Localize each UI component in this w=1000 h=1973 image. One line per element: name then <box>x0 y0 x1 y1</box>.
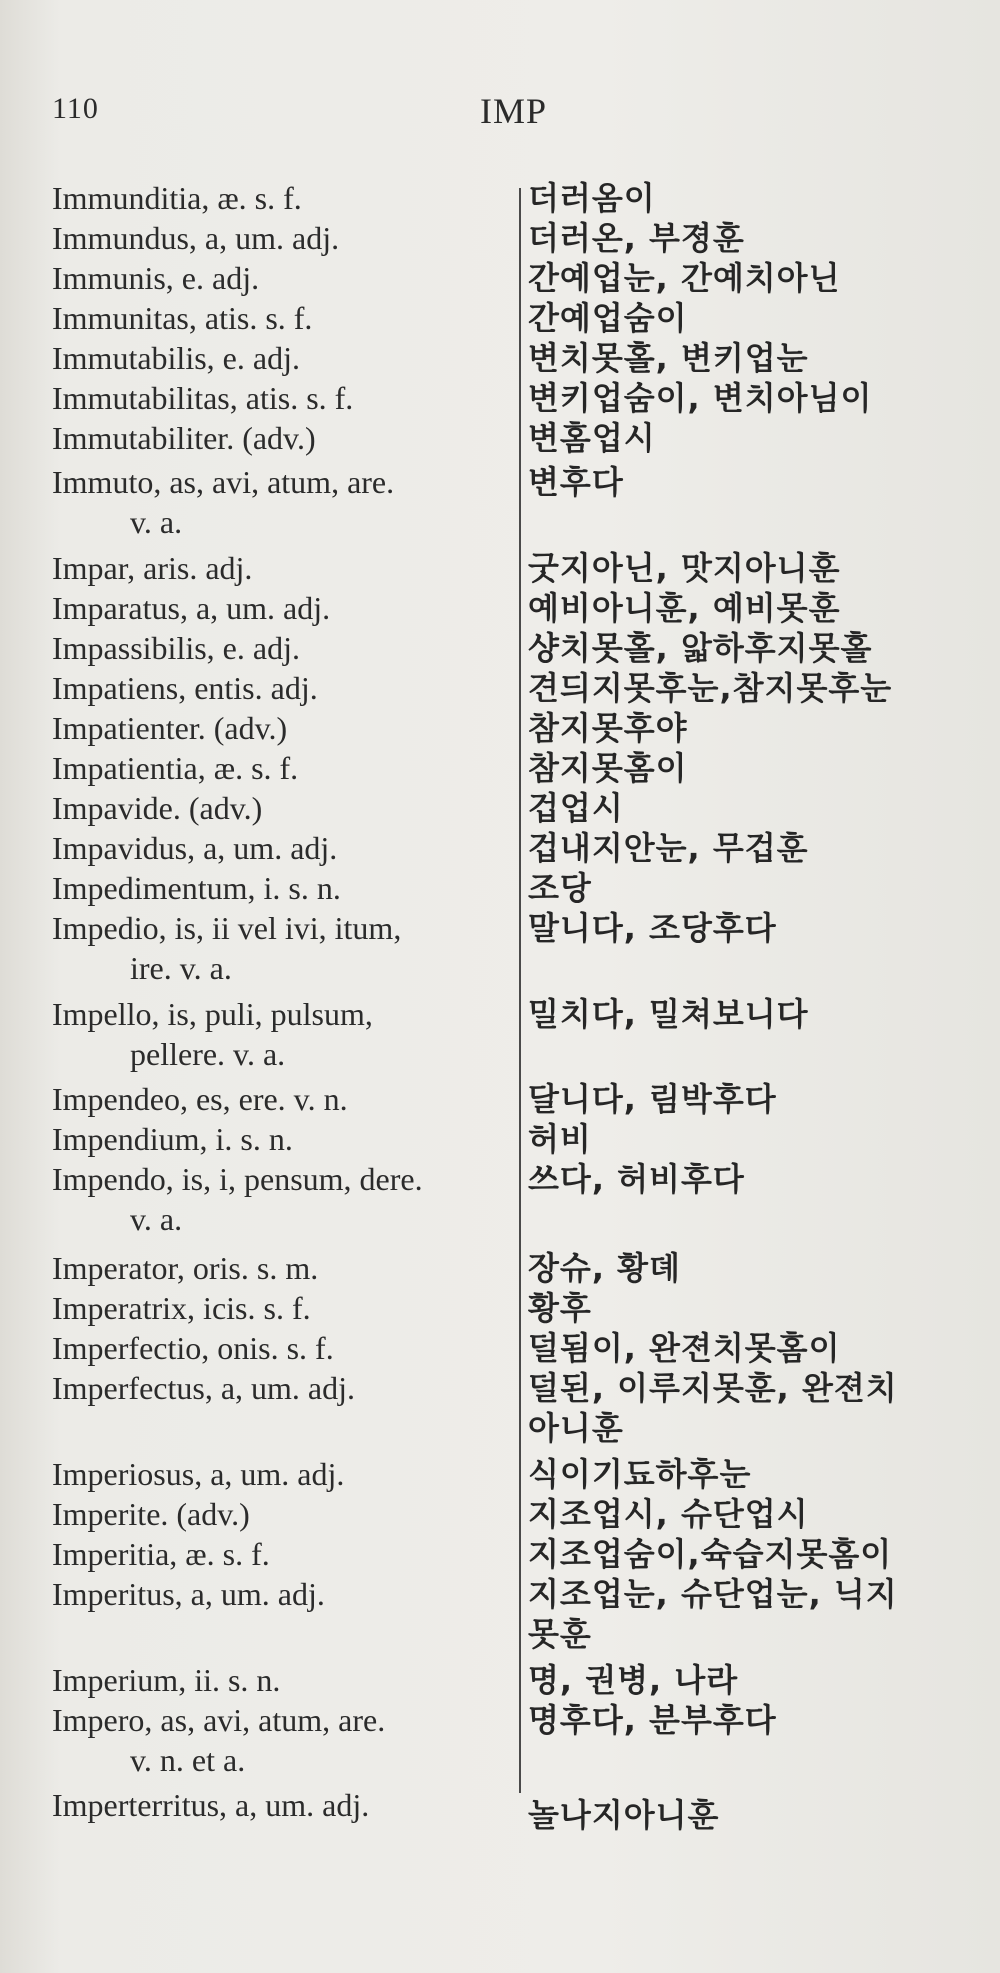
latin-headword-line: Impavide. (adv.) <box>52 790 263 826</box>
latin-headword-line: Impello, is, puli, pulsum, <box>52 996 373 1032</box>
latin-headword <box>52 1454 512 1494</box>
latin-headword-line: Impatienter. (adv.) <box>52 710 288 746</box>
korean-gloss-line: 덜됨이, 완젼치못홈이 <box>528 1329 841 1367</box>
korean-gloss <box>528 378 988 418</box>
korean-gloss <box>528 1660 988 1700</box>
latin-headword <box>52 1700 512 1780</box>
latin-headword <box>52 178 512 218</box>
korean-gloss-line: 변후다 <box>528 463 624 501</box>
korean-gloss-line: 겁업시 <box>528 789 624 827</box>
korean-gloss <box>528 1368 988 1448</box>
latin-headword-line: Imperitia, æ. s. f. <box>52 1536 270 1572</box>
latin-headword-line: Impero, as, avi, atum, are. <box>52 1702 386 1738</box>
latin-headword-line: Impendeo, es, ere. v. n. <box>52 1081 348 1117</box>
latin-headword <box>52 1079 512 1119</box>
latin-headword <box>52 1159 512 1239</box>
korean-gloss-line: 식이기됴하후눈 <box>528 1455 752 1493</box>
korean-gloss-line: 말니다, 조당후다 <box>528 909 777 947</box>
korean-gloss-line: 쓰다, 허비후다 <box>528 1160 745 1198</box>
korean-gloss-line: 굿지아닌, 맛지아니훈 <box>528 549 841 587</box>
latin-headword <box>52 1119 512 1159</box>
latin-headword <box>52 1574 512 1614</box>
korean-gloss <box>528 218 988 258</box>
latin-headword-line: Imperatrix, icis. s. f. <box>52 1290 311 1326</box>
korean-gloss <box>528 418 988 458</box>
korean-gloss-line: 더러옴이 <box>528 179 656 217</box>
korean-gloss-line: 변홈업시 <box>528 419 656 457</box>
latin-headword-line: Imperfectio, onis. s. f. <box>52 1330 334 1366</box>
latin-headword-line: Impatientia, æ. s. f. <box>52 750 299 786</box>
korean-gloss <box>528 628 988 668</box>
latin-headword-line: Imperator, oris. s. m. <box>52 1250 319 1286</box>
korean-gloss-line: 명후다, 분부후다 <box>528 1701 777 1739</box>
latin-headword-line: Immunis, e. adj. <box>52 260 260 296</box>
korean-gloss-line: 밀치다, 밀쳐보니다 <box>528 995 809 1033</box>
korean-gloss-line: 달니다, 림박후다 <box>528 1080 777 1118</box>
korean-gloss-line: 덜된, 이루지못훈, 완젼치 <box>528 1369 898 1407</box>
latin-headword-line: Imperterritus, a, um. adj. <box>52 1787 370 1823</box>
korean-gloss-line: 조당 <box>528 869 592 907</box>
latin-headword <box>52 788 512 828</box>
latin-headword-line: Immuto, as, avi, atum, are. <box>52 464 395 500</box>
korean-gloss <box>528 1795 988 1835</box>
korean-gloss <box>528 1119 988 1159</box>
latin-headword-line: Immutabiliter. (adv.) <box>52 420 316 456</box>
latin-headword <box>52 1328 512 1368</box>
latin-headword <box>52 868 512 908</box>
korean-gloss-line: 변치못홀, 변키업눈 <box>528 339 809 377</box>
korean-gloss <box>528 588 988 628</box>
latin-headword-line: Impedimentum, i. s. n. <box>52 870 341 906</box>
korean-gloss-line: 명, 권병, 나라 <box>528 1661 739 1699</box>
latin-headword-continuation: pellere. v. a. <box>130 1036 286 1072</box>
page-number: 110 <box>52 92 99 125</box>
latin-headword <box>52 418 512 458</box>
latin-headword-continuation: ire. v. a. <box>130 950 232 986</box>
latin-headword <box>52 258 512 298</box>
korean-gloss-line: 장슈, 황뎨 <box>528 1249 681 1287</box>
latin-headword <box>52 462 512 542</box>
latin-headword-line: Immutabilis, e. adj. <box>52 340 300 376</box>
latin-headword-continuation: v. a. <box>130 504 183 540</box>
korean-gloss <box>528 994 988 1034</box>
korean-gloss-line: 더러온, 부졍훈 <box>528 219 745 257</box>
latin-headword <box>52 1494 512 1534</box>
korean-gloss <box>528 788 988 828</box>
korean-gloss-line: 허비 <box>528 1120 592 1158</box>
latin-headword <box>52 748 512 788</box>
korean-gloss-line: 겁내지안눈, 무겁훈 <box>528 829 809 867</box>
latin-headword-line: Imperitus, a, um. adj. <box>52 1576 325 1612</box>
latin-headword <box>52 668 512 708</box>
korean-gloss-line: 간예업눈, 간예치아닌 <box>528 259 841 297</box>
korean-gloss-line: 변키업숨이, 변치아님이 <box>528 379 873 417</box>
latin-headword-line: Imperium, ii. s. n. <box>52 1662 281 1698</box>
korean-gloss <box>528 1248 988 1288</box>
korean-gloss-line: 놀나지아니훈 <box>528 1796 720 1834</box>
latin-headword-line: Impar, aris. adj. <box>52 550 253 586</box>
korean-gloss <box>528 1454 988 1494</box>
korean-gloss <box>528 258 988 298</box>
korean-gloss <box>528 1494 988 1534</box>
korean-gloss-continuation: 못훈 <box>528 1615 592 1653</box>
latin-headword <box>52 994 512 1074</box>
latin-headword-line: Immundus, a, um. adj. <box>52 220 340 256</box>
korean-gloss <box>528 1328 988 1368</box>
latin-headword <box>52 1368 512 1408</box>
korean-gloss <box>528 462 988 502</box>
latin-headword <box>52 338 512 378</box>
latin-headword <box>52 828 512 868</box>
korean-gloss-line: 지조업숨이,슉습지못홈이 <box>528 1535 893 1573</box>
korean-gloss <box>528 908 988 948</box>
latin-headword <box>52 1248 512 1288</box>
latin-headword <box>52 298 512 338</box>
latin-headword-line: Impavidus, a, um. adj. <box>52 830 338 866</box>
korean-gloss-line: 샹치못홀, 앏하후지못홀 <box>528 629 873 667</box>
korean-gloss-line: 지조업눈, 슈단업눈, 닉지 <box>528 1575 898 1613</box>
latin-headword <box>52 908 512 988</box>
korean-gloss <box>528 1574 988 1654</box>
korean-gloss-line: 참지못후야 <box>528 709 688 747</box>
latin-headword-line: Imperiosus, a, um. adj. <box>52 1456 345 1492</box>
korean-gloss <box>528 178 988 218</box>
korean-gloss-line: 참지못홈이 <box>528 749 688 787</box>
latin-headword <box>52 548 512 588</box>
latin-headword <box>52 1534 512 1574</box>
latin-headword <box>52 218 512 258</box>
korean-gloss <box>528 1700 988 1740</box>
korean-gloss-line: 예비아니훈, 예비못훈 <box>528 589 841 627</box>
latin-headword-continuation: v. a. <box>130 1201 183 1237</box>
korean-gloss <box>528 1288 988 1328</box>
korean-gloss <box>528 1159 988 1199</box>
latin-headword-line: Impassibilis, e. adj. <box>52 630 300 666</box>
korean-gloss-continuation: 아니훈 <box>528 1409 624 1447</box>
korean-gloss-line: 견듸지못후눈,참지못후눈 <box>528 669 893 707</box>
latin-headword-line: Impedio, is, ii vel ivi, itum, <box>52 910 402 946</box>
latin-headword-line: Imperfectus, a, um. adj. <box>52 1370 355 1406</box>
latin-headword-line: Immunditia, æ. s. f. <box>52 180 302 216</box>
latin-headword <box>52 708 512 748</box>
latin-headword-line: Impatiens, entis. adj. <box>52 670 318 706</box>
latin-headword-line: Imparatus, a, um. adj. <box>52 590 331 626</box>
latin-headword-line: Impendo, is, i, pensum, dere. <box>52 1161 423 1197</box>
latin-headword <box>52 628 512 668</box>
korean-gloss <box>528 548 988 588</box>
latin-headword <box>52 378 512 418</box>
running-head: IMP <box>480 91 548 131</box>
korean-gloss <box>528 748 988 788</box>
korean-gloss <box>528 708 988 748</box>
latin-headword <box>52 588 512 628</box>
latin-headword-line: Immunitas, atis. s. f. <box>52 300 313 336</box>
korean-gloss-line: 지조업시, 슈단업시 <box>528 1495 809 1533</box>
latin-headword-line: Impendium, i. s. n. <box>52 1121 293 1157</box>
korean-gloss <box>528 338 988 378</box>
korean-gloss-line: 황후 <box>528 1289 592 1327</box>
korean-gloss <box>528 1079 988 1119</box>
latin-headword <box>52 1785 512 1825</box>
korean-gloss <box>528 668 988 708</box>
korean-gloss <box>528 1534 988 1574</box>
korean-gloss <box>528 298 988 338</box>
latin-headword-continuation: v. n. et a. <box>130 1742 246 1778</box>
latin-headword <box>52 1288 512 1328</box>
latin-headword-line: Immutabilitas, atis. s. f. <box>52 380 354 416</box>
korean-gloss-line: 간예업숨이 <box>528 299 688 337</box>
korean-gloss <box>528 828 988 868</box>
latin-headword <box>52 1660 512 1700</box>
latin-headword-line: Imperite. (adv.) <box>52 1496 250 1532</box>
korean-gloss <box>528 868 988 908</box>
